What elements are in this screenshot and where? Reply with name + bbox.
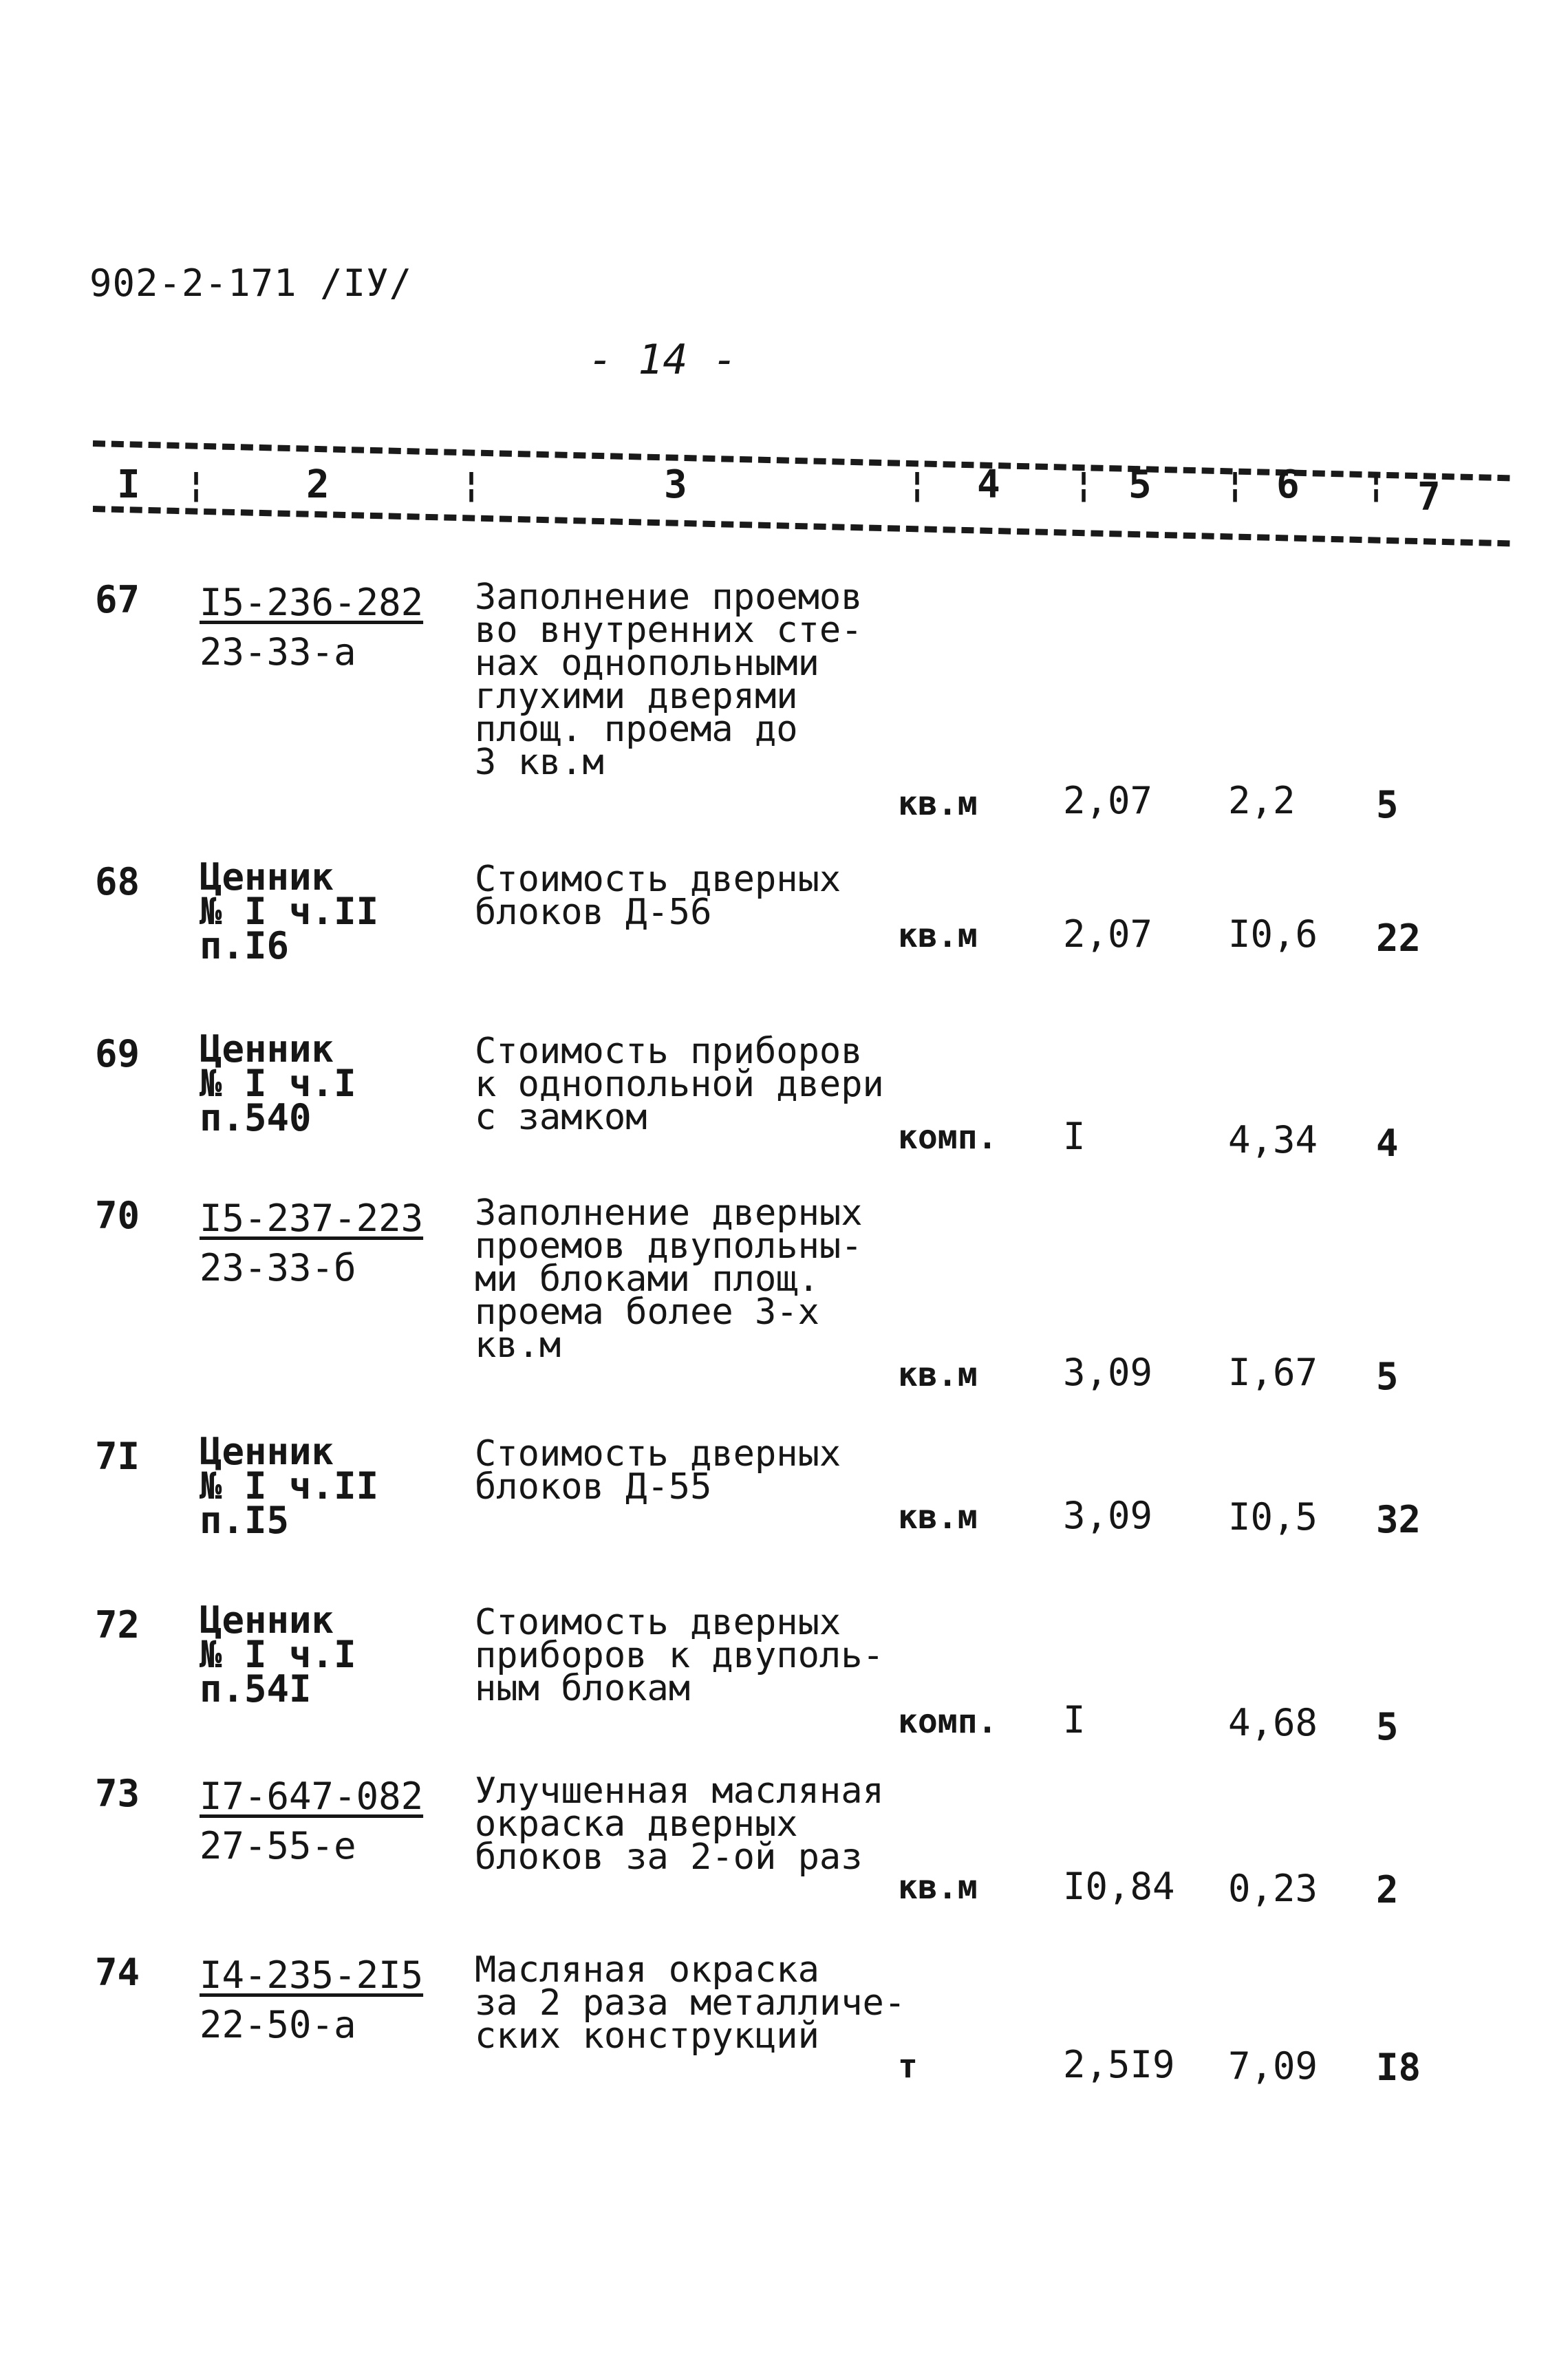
- quantity: 2,07: [1063, 912, 1153, 956]
- price-list-line-1: Ценник: [200, 855, 334, 899]
- total-cost: 5: [1376, 783, 1399, 826]
- unit: кв.м: [898, 1356, 978, 1394]
- norm-code-line-2: 22-50-а: [200, 2003, 356, 2046]
- price-list-line-1: Ценник: [200, 1430, 334, 1473]
- column-separator: ¦: [1225, 464, 1246, 504]
- column-separator: ¦: [461, 464, 482, 504]
- price-list-line-3: п.540: [200, 1096, 312, 1139]
- unit: кв.м: [898, 1868, 978, 1907]
- unit-price: 0,23: [1228, 1867, 1318, 1910]
- norm-code-line-1: I7-647-082: [200, 1775, 424, 1818]
- norm-code: [200, 1194, 423, 1293]
- column-separator: ¦: [907, 464, 928, 504]
- norm-code: [200, 1951, 423, 2050]
- unit: комп.: [898, 1702, 998, 1741]
- unit-price: I0,5: [1228, 1495, 1318, 1539]
- unit-price: I,67: [1228, 1351, 1318, 1394]
- work-description: Стоимость дверных приборов к двуполь- ным блокам: [475, 1602, 884, 1709]
- unit-price: I0,6: [1228, 912, 1318, 956]
- quantity: I0,84: [1063, 1865, 1175, 1908]
- norm-code-line-2: 23-33-б: [200, 1246, 356, 1289]
- norm-code-line-1: I5-237-223: [200, 1197, 424, 1240]
- total-cost: I8: [1376, 2046, 1421, 2089]
- quantity: 2,07: [1063, 779, 1153, 822]
- norm-code-line-1: I5-236-282: [200, 581, 424, 624]
- unit-price: 4,34: [1228, 1118, 1318, 1161]
- row-number: 7I: [95, 1435, 140, 1478]
- unit: кв.м: [898, 1498, 978, 1536]
- price-list-reference: [200, 855, 379, 967]
- column-header-7: 7: [1417, 475, 1441, 520]
- norm-code: [200, 1772, 423, 1871]
- unit: комп.: [898, 1118, 998, 1157]
- row-number: 73: [95, 1772, 140, 1815]
- quantity: 3,09: [1063, 1494, 1153, 1537]
- norm-code-line-2: 27-55-е: [200, 1824, 356, 1867]
- table-header-bottom-rule: [93, 506, 1510, 546]
- total-cost: 5: [1376, 1355, 1399, 1398]
- work-description: Стоимость дверных блоков Д-56: [475, 859, 841, 933]
- work-description: Стоимость дверных блоков Д-55: [475, 1433, 841, 1508]
- unit: кв.м: [898, 917, 978, 955]
- column-header-4: 4: [977, 462, 1000, 507]
- document-code: 902-2-171 /IУ/: [89, 261, 413, 305]
- price-list-reference: [200, 1598, 356, 1711]
- norm-code: [200, 578, 423, 677]
- price-list-line-3: п.54I: [200, 1667, 312, 1711]
- work-description: Масляная окраска за 2 раза металличе- ских конструкций: [475, 1949, 906, 2057]
- total-cost: 5: [1376, 1705, 1399, 1748]
- price-list-line-3: п.I5: [200, 1499, 290, 1542]
- column-header-6: 6: [1276, 462, 1300, 507]
- price-list-line-1: Ценник: [200, 1027, 334, 1071]
- column-header-5: 5: [1128, 462, 1152, 507]
- row-number: 69: [95, 1032, 140, 1075]
- work-description: Улучшенная масляная окраска дверных блоков за 2-ой раз: [475, 1770, 884, 1878]
- unit-price: 4,68: [1228, 1701, 1318, 1744]
- row-number: 74: [95, 1951, 140, 1994]
- price-list-line-3: п.I6: [200, 924, 290, 967]
- quantity: 3,09: [1063, 1351, 1153, 1394]
- row-number: 68: [95, 860, 140, 903]
- column-separator: ¦: [1366, 464, 1387, 504]
- column-header-2: 2: [306, 462, 330, 507]
- column-header-3: 3: [664, 462, 687, 507]
- column-header-1: I: [117, 462, 140, 507]
- price-list-line-2: № I ч.II: [200, 1464, 379, 1508]
- price-list-line-2: № I ч.I: [200, 1633, 356, 1676]
- unit: т: [898, 2047, 918, 2086]
- unit-price: 2,2: [1228, 779, 1296, 822]
- norm-code-line-1: I4-235-2I5: [200, 1953, 424, 1997]
- quantity: 2,5I9: [1063, 2043, 1175, 2086]
- column-separator: ¦: [1073, 464, 1095, 504]
- page-number: - 14 -: [588, 336, 738, 384]
- column-separator: ¦: [186, 464, 207, 504]
- norm-code-line-2: 23-33-а: [200, 630, 356, 674]
- quantity: I: [1063, 1698, 1086, 1742]
- work-description: Заполнение проемов во внутренних сте- нах однопольными глухими дверями площ. проема до 3 кв.м: [475, 577, 863, 783]
- price-list-reference: [200, 1430, 379, 1542]
- work-description: Стоимость приборов к однопольной двери с замком: [475, 1031, 884, 1138]
- row-number: 72: [95, 1603, 140, 1647]
- price-list-reference: [200, 1027, 356, 1139]
- work-description: Заполнение дверных проемов двупольны- ми блоками площ. проема более 3-х кв.м: [475, 1192, 863, 1366]
- price-list-line-2: № I ч.II: [200, 890, 379, 933]
- row-number: 70: [95, 1194, 140, 1237]
- unit: кв.м: [898, 784, 978, 823]
- unit-price: 7,09: [1228, 2044, 1318, 2088]
- total-cost: 4: [1376, 1122, 1399, 1165]
- total-cost: 32: [1376, 1498, 1421, 1541]
- total-cost: 2: [1376, 1868, 1399, 1911]
- row-number: 67: [95, 578, 140, 621]
- price-list-line-1: Ценник: [200, 1598, 334, 1642]
- quantity: I: [1063, 1115, 1086, 1158]
- total-cost: 22: [1376, 917, 1421, 960]
- price-list-line-2: № I ч.I: [200, 1062, 356, 1105]
